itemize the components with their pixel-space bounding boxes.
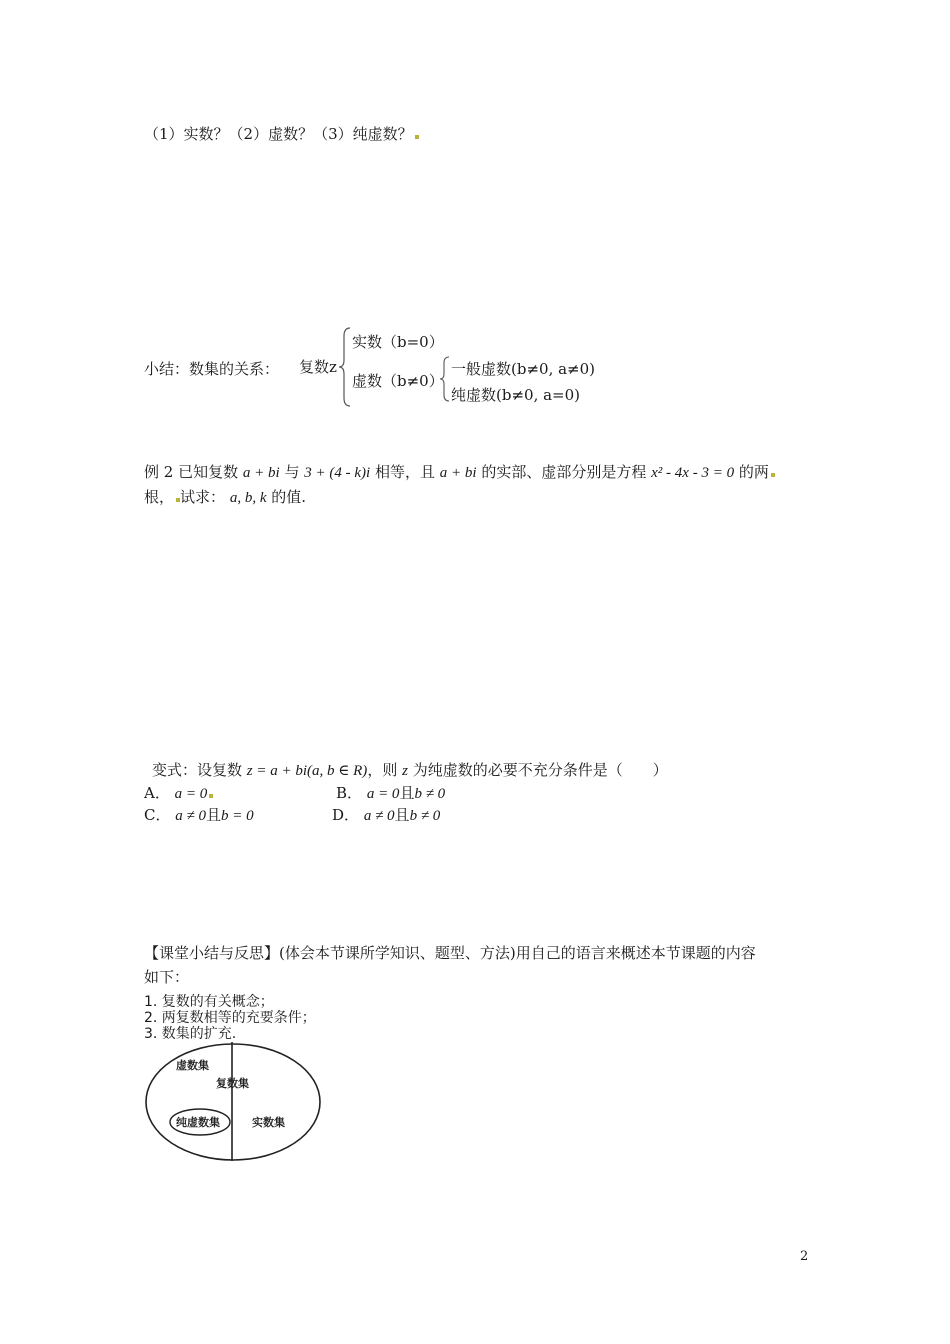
option-d-math-2: b ≠ 0 [409,808,441,824]
ex2-text-7: 试求： [180,488,226,506]
option-a-label: A． [144,784,170,802]
ex2-text-6: 根， [144,488,175,506]
option-d [332,804,440,825]
pure-imag-branch: 纯虚数(b≠0, a=0) [451,386,581,404]
review-item-3: 3. 数集的扩充. [144,1026,237,1042]
option-d-mid: 且 [394,806,410,824]
variant-text-1: 变式：设复数 [152,761,243,779]
real-branch: 实数（b=0） [352,333,444,351]
option-b-math-1: a = 0 [366,786,400,802]
option-b-mid: 且 [399,784,415,802]
review-heading: 【课堂小结与反思】 [144,944,280,962]
review-line1 [144,942,756,963]
ex2-math-1: a + bi [242,465,280,481]
ex2-math-4: x² - 4x - 3 = 0 [651,465,735,481]
outer-brace [338,326,352,408]
option-d-label: D． [332,806,360,824]
review-line2: 如下： [144,968,190,986]
option-b-math-2: b ≠ 0 [414,786,446,802]
option-c-label: C． [144,806,171,824]
variant-text-2: ，则 [367,761,398,779]
review-item-2: 2. 两复数相等的充要条件； [144,1010,316,1026]
complex-set-ellipse [146,1044,320,1160]
question-line [144,123,419,144]
ex2-text-1: 例 2 已知复数 [144,463,239,481]
pure-imag-set-label: 纯虚数集 [176,1116,220,1129]
option-d-math-1: a ≠ 0 [363,808,395,824]
real-set-label: 实数集 [252,1116,285,1129]
option-b-label: B． [336,784,363,802]
inner-brace [439,355,451,403]
ex2-text-3: 相等，且 [374,463,435,481]
ex2-math-5: a, b, k [229,490,267,506]
option-c-math-2: b = 0 [221,808,254,824]
example2-line2 [144,486,306,507]
ex2-text-2: 与 [284,463,300,481]
option-c-mid: 且 [206,806,222,824]
option-a-math: a = 0 [174,786,208,802]
option-c-math-1: a ≠ 0 [175,808,206,824]
review-item-1: 1. 复数的有关概念； [144,994,274,1010]
number-set-diagram [142,1036,324,1166]
general-imag-branch: 一般虚数(b≠0, a≠0) [451,360,596,378]
imag-set-label: 虚数集 [176,1059,209,1072]
ex2-text-8: 的值. [271,488,307,506]
variant-text-3: 为纯虚数的必要不充分条件是（ ） [412,761,668,779]
complex-z-label: 复数z [299,358,337,376]
summary-label: 小结：数集的关系： [144,360,280,378]
option-b [336,782,445,803]
marker-dot [209,794,213,798]
imag-branch: 虚数（b≠0） [352,372,444,390]
option-c [144,804,254,825]
ex2-text-4: 的实部、虚部分别是方程 [481,463,647,481]
variant-math-1: z = a + bi(a, b ∈ R) [246,763,368,779]
option-a [144,782,213,803]
variant-question [152,759,668,780]
marker-dot [415,135,419,139]
ex2-math-2: 3 + (4 - k)i [304,465,371,481]
ex2-math-3: a + bi [439,465,477,481]
review-text-1: (体会本节课所学知识、题型、方法)用自己的语言来概述本节课题的内容 [279,944,756,962]
page-number: 2 [800,1249,809,1264]
ex2-text-5: 的两 [738,463,769,481]
question-text: （1）实数？（2）虚数？（3）纯虚数？ [144,125,413,143]
marker-dot [771,473,775,477]
complex-set-label: 复数集 [216,1077,249,1090]
example2-line1 [144,461,775,482]
variant-math-2: z [402,763,408,779]
